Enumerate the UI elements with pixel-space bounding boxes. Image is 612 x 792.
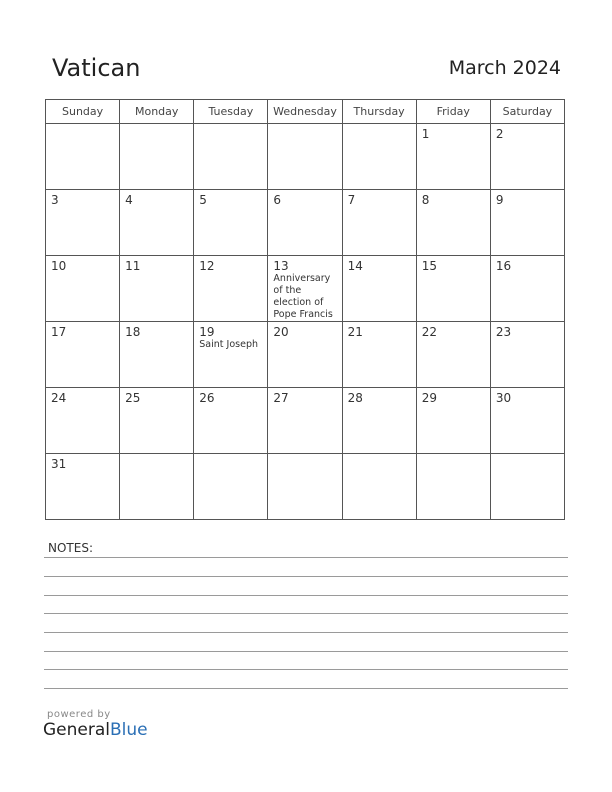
weekday-wednesday: Wednesday — [268, 100, 342, 124]
day-number — [417, 454, 490, 457]
day-cell — [194, 322, 268, 388]
week-row — [46, 124, 565, 190]
week-row — [46, 454, 565, 520]
day-cell — [268, 454, 342, 520]
day-cell — [194, 388, 268, 454]
day-number: 15 — [421, 259, 437, 273]
note-line — [44, 688, 568, 689]
calendar-grid — [45, 99, 565, 520]
day-number — [268, 454, 341, 457]
day-cell — [46, 322, 120, 388]
day-number — [194, 454, 267, 457]
day-cell — [268, 124, 342, 190]
day-cell — [120, 454, 194, 520]
holiday-label: Anniversary of the election of Pope Francis — [273, 273, 333, 320]
day-cell — [46, 256, 120, 322]
note-line — [44, 651, 568, 652]
day-cell — [194, 124, 268, 190]
day-number: 18 — [125, 325, 141, 339]
day-number: 11 — [125, 259, 141, 273]
day-number: 30 — [495, 391, 512, 405]
day-number: 24 — [51, 391, 67, 405]
country-title: Vatican — [52, 54, 141, 82]
day-cell — [490, 256, 564, 322]
day-cell — [46, 388, 120, 454]
day-cell — [342, 388, 416, 454]
day-number — [268, 124, 341, 127]
day-number: 19 — [199, 325, 215, 339]
note-line — [44, 669, 568, 670]
weekday-friday: Friday — [416, 100, 490, 124]
day-number: 6 — [273, 193, 282, 207]
day-cell — [268, 388, 342, 454]
day-number — [120, 454, 193, 457]
holiday-label: Saint Joseph — [199, 339, 258, 350]
weekday-header-row — [46, 100, 565, 124]
day-cell — [490, 190, 564, 256]
day-cell — [490, 322, 564, 388]
day-number: 22 — [421, 325, 437, 339]
day-number: 1 — [421, 127, 430, 141]
day-cell — [46, 454, 120, 520]
week-row — [46, 256, 565, 322]
day-cell — [342, 256, 416, 322]
day-cell — [416, 190, 490, 256]
day-number: 2 — [495, 127, 504, 141]
note-line — [44, 595, 568, 596]
day-cell — [268, 190, 342, 256]
weekday-saturday: Saturday — [490, 100, 564, 124]
week-row — [46, 388, 565, 454]
day-cell — [342, 124, 416, 190]
day-number: 20 — [273, 325, 289, 339]
day-number: 9 — [495, 193, 504, 207]
brand-general: General — [43, 720, 110, 740]
note-line — [44, 613, 568, 614]
brand-logo — [43, 720, 148, 740]
day-cell — [120, 322, 194, 388]
day-cell — [194, 190, 268, 256]
day-cell — [490, 388, 564, 454]
day-cell — [416, 388, 490, 454]
day-cell — [46, 124, 120, 190]
day-number: 8 — [421, 193, 430, 207]
day-cell — [194, 256, 268, 322]
day-number — [46, 124, 119, 127]
day-cell — [416, 256, 490, 322]
day-cell — [46, 190, 120, 256]
day-number — [343, 124, 416, 127]
day-number: 25 — [125, 391, 141, 405]
day-number: 7 — [347, 193, 356, 207]
month-title: March 2024 — [448, 57, 561, 79]
day-cell — [490, 454, 564, 520]
day-number: 5 — [199, 193, 207, 207]
day-number: 13 — [273, 259, 289, 273]
day-number: 12 — [199, 259, 215, 273]
day-number: 21 — [347, 325, 363, 339]
day-cell — [120, 388, 194, 454]
day-number: 16 — [495, 259, 512, 273]
day-cell — [120, 256, 194, 322]
day-number: 26 — [199, 391, 215, 405]
week-row — [46, 322, 565, 388]
calendar-body — [46, 124, 565, 520]
day-cell — [120, 124, 194, 190]
day-number: 3 — [51, 193, 59, 207]
day-number: 10 — [51, 259, 67, 273]
day-number — [343, 454, 416, 457]
day-cell — [342, 190, 416, 256]
day-cell — [342, 322, 416, 388]
day-cell — [120, 190, 194, 256]
day-number — [491, 454, 564, 457]
day-cell — [342, 454, 416, 520]
day-number — [194, 124, 267, 127]
day-cell — [490, 124, 564, 190]
day-number: 29 — [421, 391, 437, 405]
day-number: 14 — [347, 259, 363, 273]
powered-by-text: powered by — [47, 709, 111, 720]
day-cell — [268, 256, 342, 322]
weekday-sunday: Sunday — [46, 100, 120, 124]
day-number: 4 — [125, 193, 133, 207]
weekday-tuesday: Tuesday — [194, 100, 268, 124]
day-cell — [416, 322, 490, 388]
day-number: 31 — [51, 457, 67, 471]
day-number: 17 — [51, 325, 67, 339]
note-line — [44, 557, 568, 558]
weekday-monday: Monday — [120, 100, 194, 124]
day-cell — [194, 454, 268, 520]
day-number: 28 — [347, 391, 363, 405]
note-line — [44, 576, 568, 577]
day-cell — [268, 322, 342, 388]
day-number: 27 — [273, 391, 289, 405]
day-number — [120, 124, 193, 127]
brand-blue: Blue — [110, 720, 148, 740]
day-cell — [416, 454, 490, 520]
day-number: 23 — [495, 325, 512, 339]
weekday-thursday: Thursday — [342, 100, 416, 124]
note-line — [44, 632, 568, 633]
notes-label: NOTES: — [48, 541, 93, 555]
week-row — [46, 190, 565, 256]
day-cell — [416, 124, 490, 190]
